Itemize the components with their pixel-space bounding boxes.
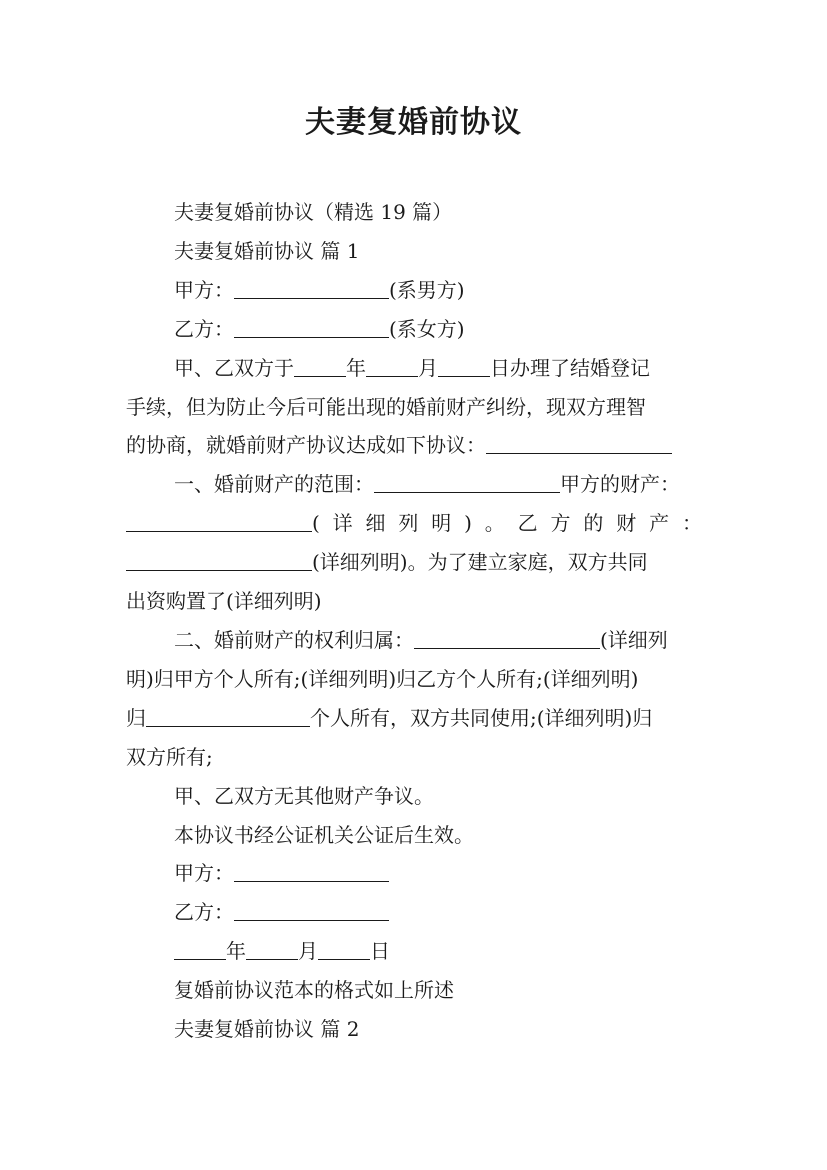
paragraph-heading-2 <box>126 1010 702 1049</box>
paragraph-heading-1 <box>126 232 702 271</box>
day-blank <box>438 356 490 377</box>
party-b-label: 乙方： <box>174 316 234 341</box>
year-label: 年 <box>226 939 246 964</box>
signature-party-b <box>126 893 702 932</box>
marriage-text: 甲、乙双方于 <box>174 355 294 380</box>
year-label: 年 <box>346 355 366 380</box>
day-label: 日 <box>370 939 390 964</box>
body-text: 个人所有，双方共同使用;(详细列明)归 <box>310 705 653 730</box>
party-b-line <box>126 310 702 349</box>
day-blank <box>318 939 370 960</box>
party-b-blank <box>234 317 389 338</box>
property-detail-line <box>126 543 702 582</box>
party-b-property-blank <box>126 550 312 571</box>
signature-blank <box>234 861 389 882</box>
signature-label: 甲方： <box>174 861 234 886</box>
party-a-property-label: 甲方的财产： <box>560 472 680 497</box>
body-text: 出资购置了(详细列明) <box>126 589 322 614</box>
body-text: 甲、乙双方无其他财产争议。 <box>174 783 434 808</box>
party-a-blank <box>234 278 389 299</box>
party-a-note: (系男方) <box>389 277 465 302</box>
year-blank <box>294 356 346 377</box>
party-a-property-blank <box>126 511 312 532</box>
property-detail-text: (详细列明)。为了建立家庭，双方共同 <box>312 550 648 575</box>
property-ownership-line <box>126 621 702 660</box>
subtitle-text: 夫妻复婚前协议（精选 19 篇） <box>174 200 453 224</box>
property-scope-line <box>126 465 702 504</box>
property-scope-blank <box>374 472 560 493</box>
body-text: 手续，但为防止今后可能出现的婚前财产纠纷，现双方理智 <box>126 394 646 419</box>
body-line <box>126 388 702 427</box>
month-label: 月 <box>298 939 318 964</box>
signature-party-a <box>126 854 702 893</box>
body-text: 双方所有; <box>126 744 213 769</box>
month-blank <box>246 939 298 960</box>
marriage-date-line <box>126 349 702 388</box>
paragraph-subtitle <box>126 193 702 232</box>
body-line <box>126 582 702 621</box>
party-a-label: 甲方： <box>174 277 234 302</box>
body-line <box>126 738 702 777</box>
document-title: 夫妻复婚前协议 <box>305 105 522 140</box>
ownership-blank <box>414 628 600 649</box>
ownership-text: (详细列 <box>600 627 668 652</box>
body-line <box>126 816 702 855</box>
property-scope-label: 一、婚前财产的范围： <box>174 472 374 497</box>
body-text: 的协商，就婚前财产协议达成如下协议： <box>126 433 486 458</box>
registration-text: 日办理了结婚登记 <box>490 355 650 380</box>
body-line <box>126 777 702 816</box>
body-text: 明)归甲方个人所有;(详细列明)归乙方个人所有;(详细列明) <box>126 666 639 691</box>
month-blank <box>366 356 418 377</box>
body-text: 本协议书经公证机关公证后生效。 <box>174 822 474 847</box>
body-line <box>126 971 702 1010</box>
ownership-label: 二、婚前财产的权利归属： <box>174 627 414 652</box>
body-line <box>126 660 702 699</box>
body-line <box>126 426 702 465</box>
year-blank <box>174 939 226 960</box>
heading-text: 夫妻复婚前协议 篇 1 <box>174 238 360 263</box>
party-a-line <box>126 271 702 310</box>
owner-blank <box>146 706 310 727</box>
body-text: 归 <box>126 705 146 730</box>
party-b-note: (系女方) <box>389 316 465 341</box>
document-body <box>126 193 702 1049</box>
month-label: 月 <box>418 355 438 380</box>
heading-text: 夫妻复婚前协议 篇 2 <box>174 1017 360 1042</box>
body-text: 复婚前协议范本的格式如上所述 <box>174 978 454 1003</box>
signature-label: 乙方： <box>174 900 234 925</box>
property-detail-text: (详细列明)。乙方的财产： <box>312 511 702 536</box>
body-line <box>126 699 702 738</box>
signature-blank <box>234 900 389 921</box>
agreement-blank <box>486 433 672 454</box>
property-detail-line <box>126 504 702 543</box>
signature-date-line <box>126 932 702 971</box>
